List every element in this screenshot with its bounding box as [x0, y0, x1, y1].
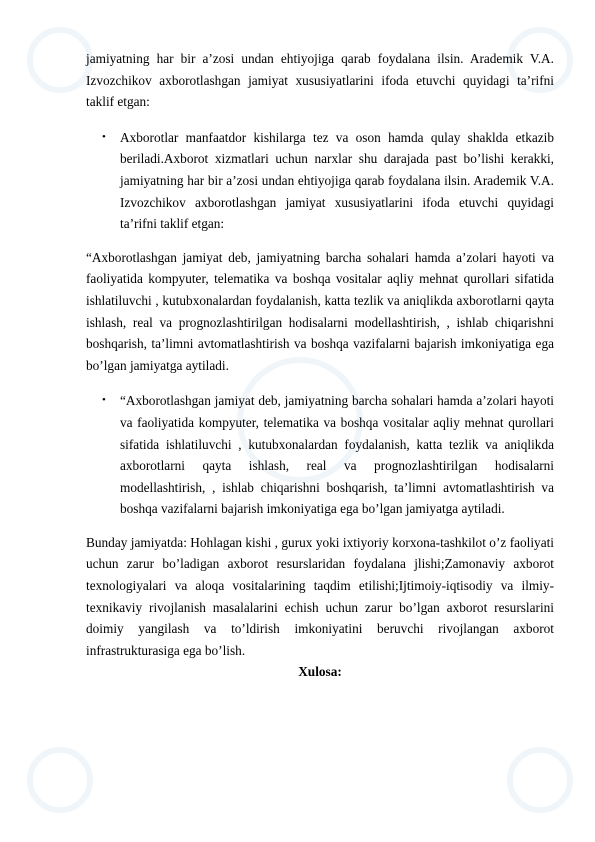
list-item	[86, 390, 554, 520]
intro-paragraph: jamiyatning har bir a’zosi undan ehtiyojiga qarab foydalana ilsin. Arademik V.A. Izvozchikov axborotlashgan jamiyat xususiyatlarini ifoda etuvchi quyidagi ta’rifni taklif etgan:	[86, 51, 554, 110]
section-heading: Xulosa:	[298, 664, 342, 680]
document-page	[86, 48, 554, 683]
bullet-text: “Axborotlashgan jamiyat deb, jamiyatning barcha sohalari hamda a’zolari hayoti va faoliyatida kompyuter, telematika va boshqa vositalar aqliy mehnat qurollari sifatida ishlatiluvchi , kutubxonalardan foydalanish, katta tezlik va aniqlikda axborotlarni qayta ishlash, real va prognozlashtirilgan hodisalarni modellashtirish, , ishlab chiqarishni boshqarish, ta’limni avtomatlashtirish va boshqa vazifalarni bajarish imkoniyatiga ega bo’lgan jamiyatga aytiladi.	[120, 393, 554, 517]
list-item	[86, 127, 554, 235]
bullet-text: Axborotlar manfaatdor kishilarga tez va oson hamda qulay shaklda etkazib beriladi.Axborot xizmatlari uchun narxlar shu darajada past bo’lishi kerakki, jamiyatning har bir a’zosi undan ehtiyojiga qarab foydalana ilsin. Arademik V.A. Izvozchikov axborotlashgan jamiyat xususiyatlarini ifoda etuvchi quyidagi ta’rifni taklif etgan:	[120, 129, 554, 232]
bullet-dot-icon: •	[102, 130, 106, 143]
bunday-paragraph: Bunday jamiyatda: Hohlagan kishi , gurux yoki ixtiyoriy korxona-tashkilot o’z faoliyati uchun zarur bo’ladigan axborot resurslaridan foydalana jlishi;Zamonaviy axborot texnologiyalari va aloqa vositalarining taqdim etilishi;Ijtimoiy-iqtisodiy va ilmiy-texnikaviy rivojlanish masalalarini echish uchun zarur bo’lgan axborot resurslarini doimiy yangilash va to’ldirish imkoniyatini beruvchi rivojlangan axborot infrastrukturasiga ega bo’lish.	[86, 534, 554, 658]
bullet-dot-icon: •	[102, 394, 106, 407]
bullet-list-1	[86, 127, 554, 235]
definition-paragraph: “Axborotlashgan jamiyat deb, jamiyatning barcha sohalari hamda a’zolari hayoti va faoliyatida kompyuter, telematika va boshqa vositalar aqliy mehnat qurollari sifatida ishlatiluvchi , kutubxonalardan foydalanish, katta tezlik va aniqlikda axborotlarni qayta ishlash, real va prognozlashtirilgan hodisalarni modellashtirish, , ishlab chiqarishni boshqarish, ta’limni avtomatlashtirish va boshqa vazifalarni bajarish imkoniyatiga ega bo’lgan jamiyatga aytiladi.	[86, 249, 554, 373]
bullet-list-2	[86, 390, 554, 520]
